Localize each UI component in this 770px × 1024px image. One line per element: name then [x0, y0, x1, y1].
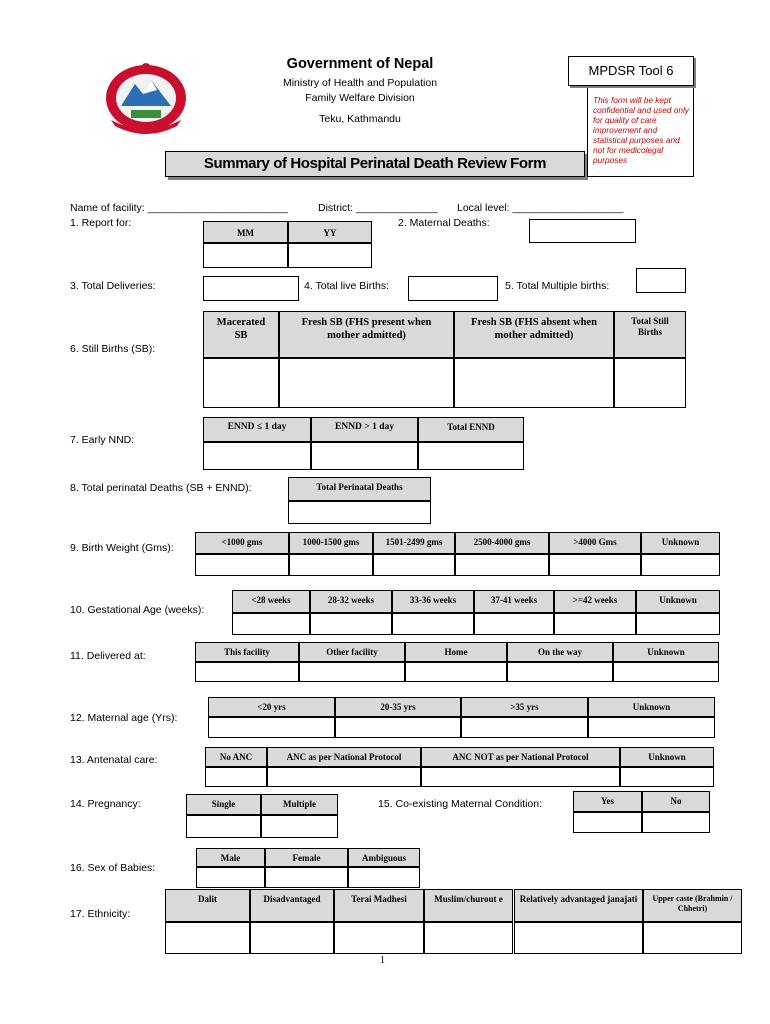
q16-input-2[interactable]	[265, 867, 348, 888]
q14-input-1[interactable]	[186, 815, 261, 838]
q17-input-5[interactable]	[514, 922, 643, 954]
q16-header-3: Ambiguous	[348, 848, 420, 867]
q11-label: 11. Delivered at:	[70, 650, 146, 662]
q7-header-total: Total ENND	[418, 417, 524, 442]
q6-header-fresh-absent: Fresh SB (FHS absent when mother admitted)	[454, 311, 614, 358]
q7-le1-input[interactable]	[203, 442, 311, 470]
q10-header-6: Unknown	[636, 590, 720, 613]
q13-input-4[interactable]	[620, 767, 714, 787]
q9-input-4[interactable]	[455, 554, 549, 576]
q1-yy-input[interactable]	[288, 243, 372, 268]
q6-total-input[interactable]	[614, 358, 686, 408]
q10-header-4: 37-41 weeks	[474, 590, 554, 613]
q15-header-1: Yes	[573, 791, 642, 812]
q11-input-4[interactable]	[507, 662, 613, 682]
q10-input-4[interactable]	[474, 613, 554, 635]
form-title: Summary of Hospital Perinatal Death Review Form	[165, 151, 585, 177]
q6-label: 6. Still Births (SB):	[70, 343, 156, 355]
q13-header-3: ANC NOT as per National Protocol	[421, 747, 620, 767]
q9-input-2[interactable]	[289, 554, 373, 576]
q9-input-5[interactable]	[549, 554, 641, 576]
q17-header-5: Relatively advantaged janajati	[514, 889, 643, 922]
q9-header-6: Unknown	[641, 532, 720, 554]
q10-input-2[interactable]	[310, 613, 392, 635]
q17-input-6[interactable]	[643, 922, 742, 954]
q6-fresh-present-input[interactable]	[279, 358, 454, 408]
q12-input-1[interactable]	[208, 717, 335, 738]
q9-input-6[interactable]	[641, 554, 720, 576]
q17-input-1[interactable]	[165, 922, 250, 954]
q12-input-4[interactable]	[588, 717, 715, 738]
q17-header-3: Terai Madhesi	[334, 889, 424, 922]
q8-label: 8. Total perinatal Deaths (SB + ENND):	[70, 482, 252, 494]
q17-header-4: Muslim/churout e	[424, 889, 513, 922]
q1-header-yy: YY	[288, 221, 372, 243]
q13-label: 13. Antenatal care:	[70, 754, 158, 766]
q7-total-input[interactable]	[418, 442, 524, 470]
q16-input-3[interactable]	[348, 867, 420, 888]
q9-header-5: >4000 Gms	[549, 532, 641, 554]
q1-mm-input[interactable]	[203, 243, 288, 268]
q16-input-1[interactable]	[196, 867, 265, 888]
q11-header-3: Home	[405, 642, 507, 662]
q17-header-6: Upper caste (Brahmin / Chhetri)	[643, 889, 742, 922]
q12-header-2: 20-35 yrs	[335, 697, 461, 717]
location-text: Teku, Kathmandu	[319, 113, 401, 125]
q15-header-2: No	[642, 791, 710, 812]
nepal-emblem-icon	[103, 60, 189, 134]
q15-input-1[interactable]	[573, 812, 642, 833]
q6-header-fresh-present: Fresh SB (FHS present when mother admitted)	[279, 311, 454, 358]
q9-input-1[interactable]	[195, 554, 289, 576]
q12-input-2[interactable]	[335, 717, 461, 738]
q13-input-3[interactable]	[421, 767, 620, 787]
q9-input-3[interactable]	[373, 554, 455, 576]
q10-label: 10. Gestational Age (weeks):	[70, 604, 205, 616]
q2-input[interactable]	[529, 219, 636, 243]
division-name: Family Welfare Division	[305, 92, 415, 104]
q7-label: 7. Early NND:	[70, 434, 135, 446]
q11-header-4: On the way	[507, 642, 613, 662]
q11-header-1: This facility	[195, 642, 299, 662]
q8-header-total: Total Perinatal Deaths	[288, 477, 431, 501]
q14-label: 14. Pregnancy:	[70, 798, 141, 810]
q4-label: 4. Total live Births:	[304, 280, 390, 292]
q13-input-1[interactable]	[205, 767, 267, 787]
q17-header-2: Disadvantaged	[250, 889, 334, 922]
q13-header-1: No ANC	[205, 747, 267, 767]
q3-input[interactable]	[203, 276, 299, 301]
district-label: District: ______________	[318, 202, 438, 214]
q12-input-3[interactable]	[461, 717, 588, 738]
q10-header-1: <28 weeks	[232, 590, 310, 613]
q17-input-3[interactable]	[334, 922, 424, 954]
q10-input-5[interactable]	[554, 613, 636, 635]
q10-header-5: >=42 weeks	[554, 590, 636, 613]
q5-input[interactable]	[636, 268, 686, 293]
q9-header-3: 1501-2499 gms	[373, 532, 455, 554]
q15-input-2[interactable]	[642, 812, 710, 833]
q10-input-6[interactable]	[636, 613, 720, 635]
q8-total-input[interactable]	[288, 501, 431, 524]
q7-gt1-input[interactable]	[311, 442, 418, 470]
q11-header-2: Other facility	[299, 642, 405, 662]
page-number: 1	[380, 955, 385, 966]
q12-label: 12. Maternal age (Yrs):	[70, 712, 178, 724]
q12-header-3: >35 yrs	[461, 697, 588, 717]
q10-header-3: 33-36 weeks	[392, 590, 474, 613]
q5-label: 5. Total Multiple births:	[505, 280, 610, 292]
q11-input-5[interactable]	[613, 662, 719, 682]
q9-header-2: 1000-1500 gms	[289, 532, 373, 554]
q1-label: 1. Report for:	[70, 217, 132, 229]
q16-header-1: Male	[196, 848, 265, 867]
q9-label: 9. Birth Weight (Gms):	[70, 542, 174, 554]
q4-input[interactable]	[408, 276, 498, 301]
government-title: Government of Nepal	[286, 56, 434, 72]
q2-label: 2. Maternal Deaths:	[398, 217, 490, 229]
q12-header-1: <20 yrs	[208, 697, 335, 717]
q16-label: 16. Sex of Babies:	[70, 862, 156, 874]
q1-header-mm: MM	[203, 221, 288, 243]
q17-input-2[interactable]	[250, 922, 334, 954]
facility-name-label: Name of facility: ________________________	[70, 202, 288, 214]
q3-label: 3. Total Deliveries:	[70, 280, 156, 292]
q13-header-4: Unknown	[620, 747, 714, 767]
q9-header-1: <1000 gms	[195, 532, 289, 554]
confidential-note: This form will be kept confidential and used only for quality of care improvement and statistical purposes and not for medicolegal purposes	[593, 95, 689, 165]
q14-input-2[interactable]	[261, 815, 338, 838]
local-level-label: Local level: ___________________	[457, 202, 624, 214]
q7-header-le1: ENND ≤ 1 day	[203, 417, 311, 442]
q15-label: 15. Co-existing Maternal Condition:	[378, 798, 543, 810]
q17-header-1: Dalit	[165, 889, 250, 922]
q10-header-2: 28-32 weeks	[310, 590, 392, 613]
q14-header-1: Single	[186, 794, 261, 815]
q6-fresh-absent-input[interactable]	[454, 358, 614, 408]
q11-header-5: Unknown	[613, 642, 719, 662]
q14-header-2: Multiple	[261, 794, 338, 815]
q6-header-macerated: Macerated SB	[203, 311, 279, 358]
q7-header-gt1: ENND > 1 day	[311, 417, 418, 442]
tool-label: MPDSR Tool 6	[568, 56, 694, 86]
q10-input-1[interactable]	[232, 613, 310, 635]
q13-input-2[interactable]	[267, 767, 421, 787]
q13-header-2: ANC as per National Protocol	[267, 747, 421, 767]
q6-header-total: Total Still Births	[614, 311, 686, 358]
ministry-name: Ministry of Health and Population	[282, 77, 438, 89]
q11-input-3[interactable]	[405, 662, 507, 682]
q17-input-4[interactable]	[424, 922, 513, 954]
q9-header-4: 2500-4000 gms	[455, 532, 549, 554]
q6-macerated-input[interactable]	[203, 358, 279, 408]
q10-input-3[interactable]	[392, 613, 474, 635]
q16-header-2: Female	[265, 848, 348, 867]
q11-input-1[interactable]	[195, 662, 299, 682]
q12-header-4: Unknown	[588, 697, 715, 717]
q17-label: 17. Ethnicity:	[70, 908, 131, 920]
q11-input-2[interactable]	[299, 662, 405, 682]
